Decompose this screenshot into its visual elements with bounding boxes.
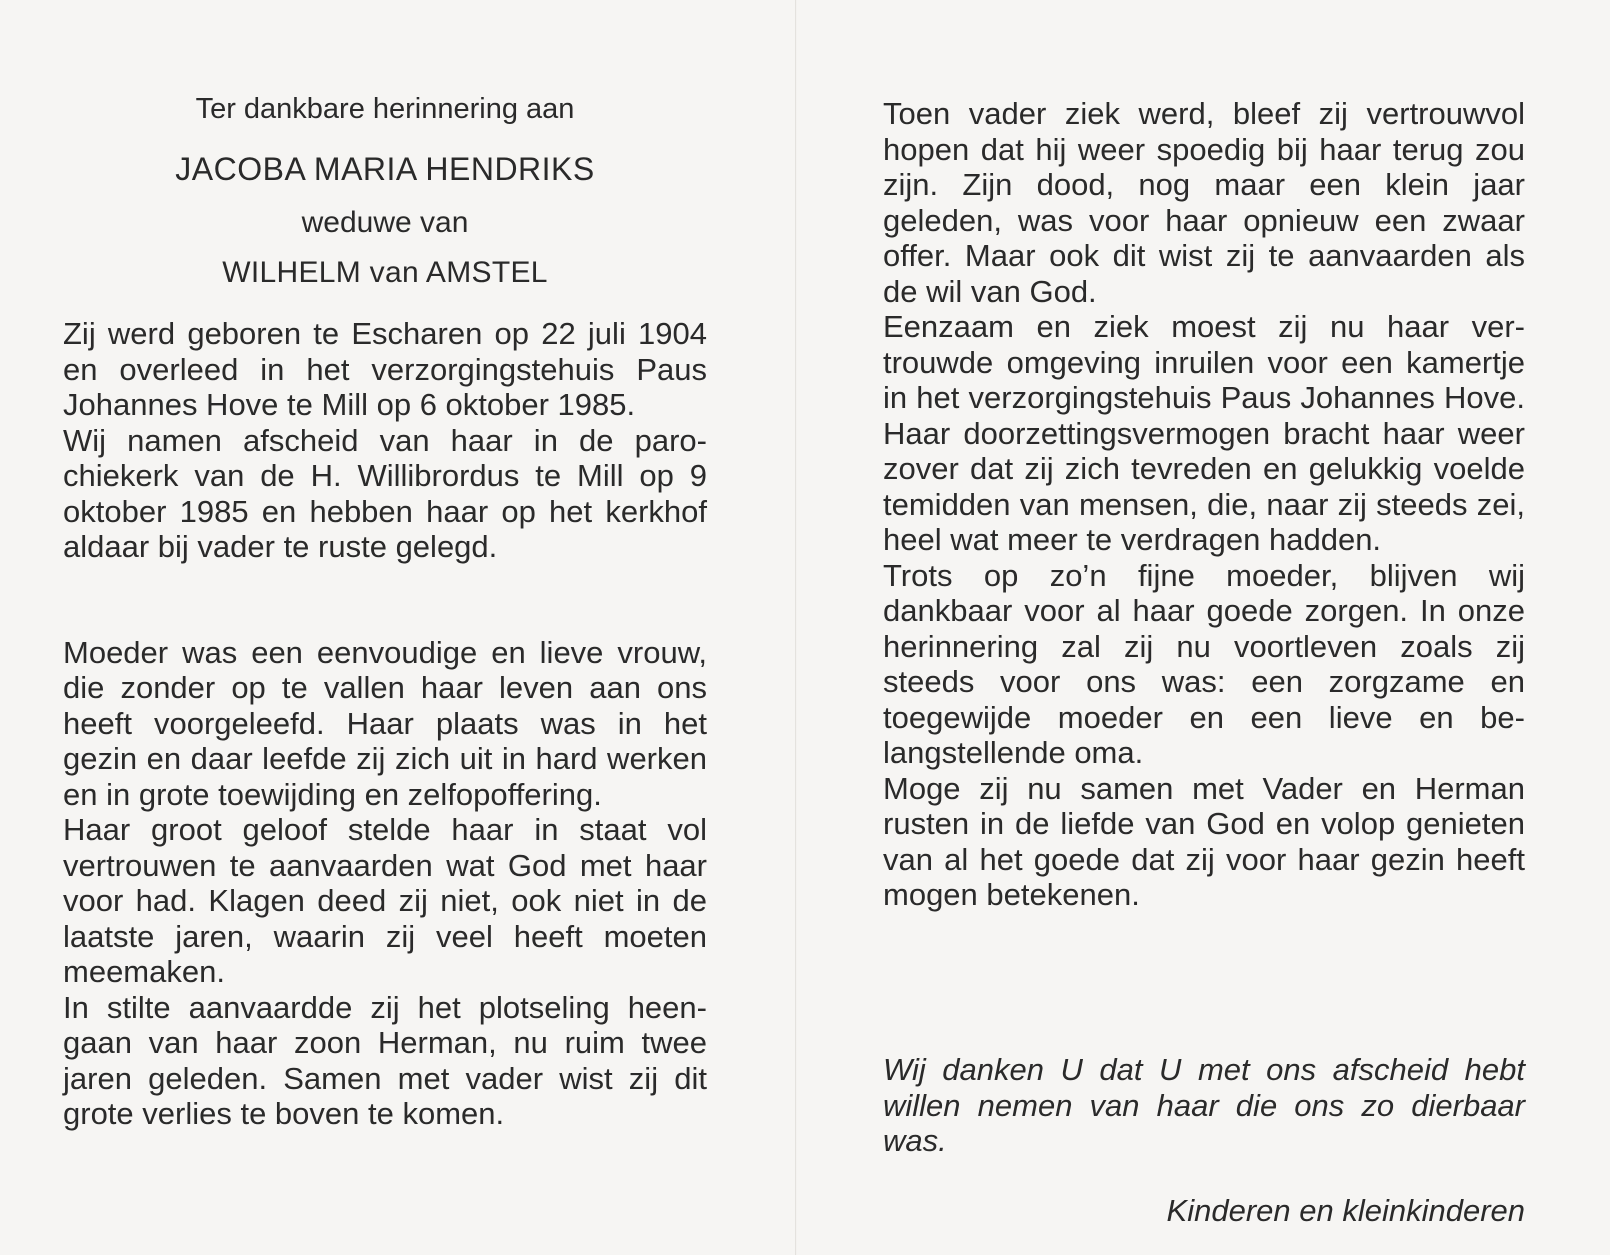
funeral-paragraph: Wij namen afscheid van haar in de parochiekerk van de H. Willibrordus te Mill op 9 oktober 1985 en hebben haar op het kerkhof aldaar bij vader te ruste gelegd. [63,422,707,564]
rest-paragraph: Moge zij nu samen met Vader en Herman rusten in de liefde van God en volop genieten van al het goede dat zij voor haar gezin heeft mogen betekenen. [883,770,1525,912]
thanks-note: Wij danken U dat U met ons afscheid hebt willen nemen van haar die ons zo dierbaar was. [883,1052,1525,1158]
deceased-name: JACOBA MARIA HENDRIKS [175,150,595,187]
faith-paragraph: Haar groot geloof stelde haar in staat vol vertrouwen te aanvaarden wat God met haar voor had. Klagen deed zij niet, ook niet in de laatste jaren, waarin zij veel heeft moeten meemaken. [63,812,707,989]
mother-paragraph: Moeder was een eenvoudige en lieve vrouw, die zonder op te vallen haar leven aan ons heeft voorgeleefd. Haar plaats was in het gezin en daar leefde zij zich uit in hard werken en in grote toewijding en zelfopoffering. [63,634,707,812]
care-home-paragraph: Eenzaam en ziek moest zij nu haar vertrouwde omgeving inruilen voor een kamertje in het verzorgingstehuis Paus Johannes Hove. Haar doorzettingsvermogen bracht haar weer zover dat zij zich tevreden en gelukkig voelde temidden van mensen, die, naar zij steeds zei, heel wat meer te verdragen hadden. [883,309,1525,557]
spouse-name: WILHELM van AMSTEL [222,255,548,289]
card-fold-line [795,0,797,1255]
relation-line: weduwe van [301,206,469,239]
left-page [63,92,707,1132]
intro-line: Ter dankbare herinnering aan [195,93,575,125]
father-illness-paragraph: Toen vader ziek werd, bleef zij vertrouwvol hopen dat hij weer spoedig bij haar terug zou zijn. Zijn dood, nog maar een klein jaar geleden, was voor haar opnieuw een zwaar offer. Maar ook dit wist zij te aanvaarden als de wil van God. [883,96,1525,309]
son-paragraph: In stilte aanvaardde zij het plotseling heengaan van haar zoon Herman, nu ruim twee jaren geleden. Samen met vader wist zij dit grote verlies te boven te komen. [63,989,707,1131]
signature: Kinderen en kleinkinderen [1166,1193,1525,1228]
birth-death-paragraph: Zij werd geboren te Escharen op 22 juli 1904 en overleed in het verzorgingstehuis Paus Johannes Hove te Mill op 6 oktober 1985. [63,316,707,422]
spacer [63,565,707,635]
right-page [883,96,1525,913]
proud-paragraph: Trots op zo’n fijne moeder, blijven wij dankbaar voor al haar goede zorgen. In onze herinnering zal zij nu voortleven zoals zij steeds voor ons was: een zorgzame en toegewijde moeder en een lieve en belangstellende oma. [883,557,1525,770]
